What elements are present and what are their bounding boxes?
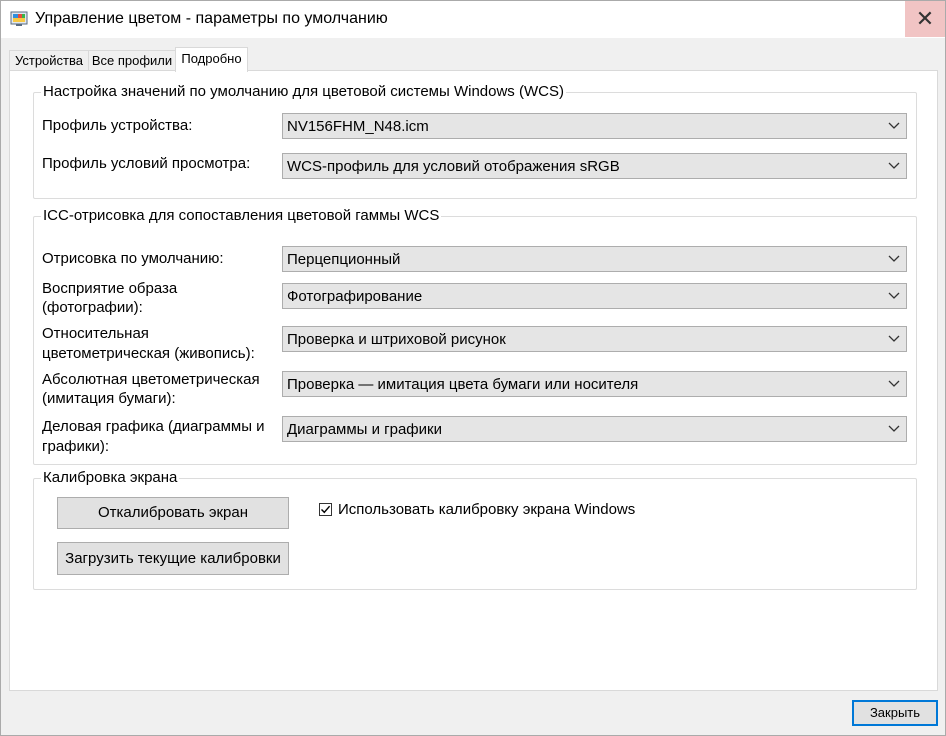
- chevron-down-icon: [888, 335, 900, 343]
- business-graphics-value: Диаграммы и графики: [287, 421, 442, 438]
- chevron-down-icon: [888, 255, 900, 263]
- viewing-conditions-profile-dropdown[interactable]: [282, 153, 907, 179]
- relative-colorimetric-label-line1: Относительная: [42, 325, 149, 342]
- absolute-colorimetric-value: Проверка — имитация цвета бумаги или носителя: [287, 376, 639, 393]
- chevron-down-icon: [888, 162, 900, 170]
- wcs-defaults-group: [33, 83, 917, 199]
- calibration-group-title: Калибровка экрана: [43, 469, 178, 486]
- absolute-colorimetric-label-line1: Абсолютная цветометрическая: [42, 371, 260, 388]
- tab-all-profiles[interactable]: Все профили: [88, 50, 176, 71]
- perceptual-label-line1: Восприятие образа: [42, 280, 178, 297]
- relative-colorimetric-dropdown[interactable]: [282, 326, 907, 352]
- business-graphics-dropdown[interactable]: [282, 416, 907, 442]
- viewing-conditions-profile-value: WCS-профиль для условий отображения sRGB: [287, 158, 620, 175]
- calibrate-display-button[interactable]: Откалибровать экран: [57, 497, 289, 529]
- device-profile-value: NV156FHM_N48.icm: [287, 118, 429, 135]
- relative-colorimetric-value: Проверка и штриховой рисунок: [287, 331, 506, 348]
- device-profile-label: Профиль устройства:: [42, 117, 193, 134]
- business-graphics-label-line2: графики):: [42, 438, 109, 455]
- tab-advanced[interactable]: Подробно: [175, 47, 248, 72]
- absolute-colorimetric-dropdown[interactable]: [282, 371, 907, 397]
- reload-calibrations-button[interactable]: Загрузить текущие калибровки: [57, 542, 289, 575]
- chevron-down-icon: [888, 292, 900, 300]
- device-profile-dropdown[interactable]: [282, 113, 907, 139]
- use-windows-calibration-label[interactable]: Использовать калибровку экрана Windows: [338, 501, 636, 518]
- relative-colorimetric-label-line2: цветометрическая (живопись):: [42, 345, 255, 362]
- perceptual-dropdown[interactable]: [282, 283, 907, 309]
- default-rendering-value: Перцепционный: [287, 251, 401, 268]
- checkmark-icon: [320, 504, 331, 515]
- default-rendering-label: Отрисовка по умолчанию:: [42, 250, 224, 267]
- close-button[interactable]: Закрыть: [852, 700, 938, 726]
- viewing-conditions-profile-label: Профиль условий просмотра:: [42, 155, 251, 172]
- perceptual-value: Фотографирование: [287, 288, 423, 305]
- icc-group-title: ICC-отрисовка для сопоставления цветовой гаммы WCS: [43, 207, 440, 224]
- tab-devices[interactable]: Устройства: [9, 50, 89, 71]
- close-icon: ✕: [915, 6, 935, 31]
- absolute-colorimetric-label-line2: (имитация бумаги):: [42, 390, 176, 407]
- business-graphics-label-line1: Деловая графика (диаграммы и: [42, 418, 265, 435]
- close-window-button[interactable]: [905, 1, 945, 37]
- chevron-down-icon: [888, 380, 900, 388]
- title-bar: [1, 1, 945, 38]
- color-management-app-icon: [10, 11, 28, 27]
- advanced-tab-panel: [9, 70, 938, 691]
- perceptual-label-line2: (фотографии):: [42, 299, 143, 316]
- default-rendering-dropdown[interactable]: [282, 246, 907, 272]
- chevron-down-icon: [888, 425, 900, 433]
- chevron-down-icon: [888, 122, 900, 130]
- wcs-group-title: Настройка значений по умолчанию для цветовой системы Windows (WCS): [43, 83, 564, 100]
- window-title: Управление цветом - параметры по умолчанию: [35, 10, 388, 27]
- use-windows-calibration-checkbox[interactable]: [319, 503, 332, 516]
